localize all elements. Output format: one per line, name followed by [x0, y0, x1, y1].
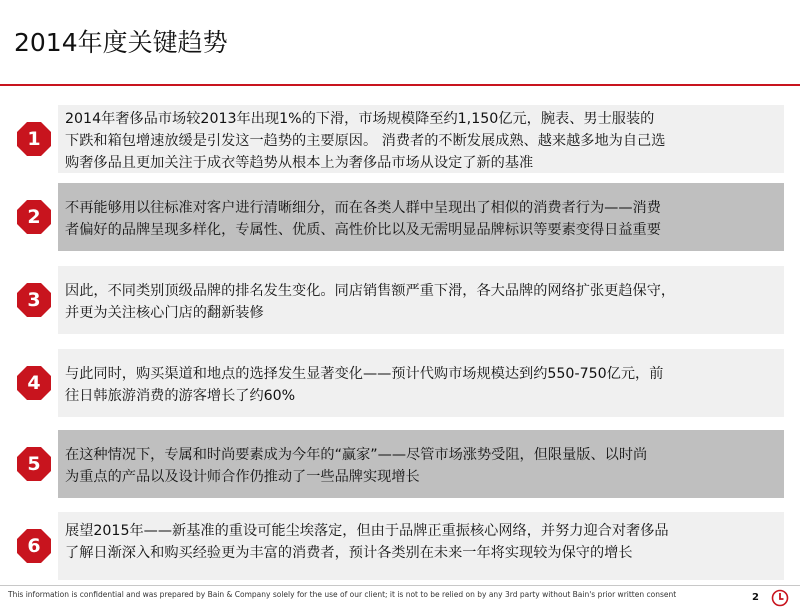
trend-text-line: 为重点的产品以及设计师合作仍推动了一些品牌实现增长 [65, 469, 420, 485]
trend-text-line: 了解日渐深入和购买经验更为丰富的消费者，预计各类别在未来一年将实现较为保守的增长 [65, 545, 633, 561]
trend-item-4 [0, 349, 800, 417]
trend-item-2 [0, 183, 800, 251]
number-badge [17, 447, 51, 481]
number-badge [17, 529, 51, 563]
trend-text-panel [58, 430, 784, 498]
badge-number: 3 [27, 289, 41, 311]
trend-text-line: 在这种情况下，专属和时尚要素成为今年的“赢家”——尽管市场涨势受阻，但限量版、以时尚 [65, 447, 648, 463]
number-badge [17, 200, 51, 234]
trend-item-1 [0, 105, 800, 173]
badge-number: 5 [27, 453, 41, 475]
number-badge [17, 122, 51, 156]
trend-text-line: 往日韩旅游消费的游客增长了约60% [65, 388, 296, 404]
trend-text-line: 并更为关注核心门店的翻新装修 [65, 305, 264, 321]
page-number: 2 [752, 592, 759, 603]
trend-item-3 [0, 266, 800, 334]
badge-number: 4 [27, 372, 41, 394]
number-badge [17, 283, 51, 317]
trend-item-5 [0, 430, 800, 498]
page-title: 2014年度关键趋势 [14, 28, 228, 57]
badge-number: 2 [27, 206, 41, 228]
trend-text-panel [58, 183, 784, 251]
confidentiality-footnote: This information is confidential and was prepared by Bain & Company solely for the use of our client; it is not to be relied on by any 3rd party without Bain's prior written consent [8, 590, 677, 599]
trend-text-line: 不再能够用以往标准对客户进行清晰细分，而在各类人群中呈现出了相似的消费者行为——消费 [65, 200, 661, 216]
trend-text-panel [58, 105, 784, 173]
number-badge [17, 366, 51, 400]
badge-number: 6 [27, 535, 41, 557]
bain-logo-icon [771, 589, 789, 607]
trend-text-line: 与此同时，购买渠道和地点的选择发生显著变化——预计代购市场规模达到约550-750亿元，前 [65, 366, 664, 382]
trend-text-line: 购奢侈品且更加关注于成衣等趋势从根本上为奢侈品市场从设定了新的基准 [65, 155, 534, 171]
trend-text-panel [58, 349, 784, 417]
badge-number: 1 [27, 128, 41, 150]
trend-text-line: 展望2015年——新基准的重设可能尘埃落定，但由于品牌正重振核心网络，并努力迎合对奢侈品 [65, 523, 669, 539]
trend-text-line: 2014年奢侈品市场较2013年出现1%的下滑，市场规模降至约1,150亿元，腕表、男士服装的 [65, 111, 655, 127]
title-divider [0, 84, 800, 86]
trend-text-line: 因此，不同类别顶级品牌的排名发生变化。同店销售额严重下滑，各大品牌的网络扩张更趋保守， [65, 283, 676, 299]
trend-text-panel [58, 512, 784, 580]
trend-text-line: 者偏好的品牌呈现多样化，专属性、优质、高性价比以及无需明显品牌标识等要素变得日益重要 [65, 222, 661, 238]
trend-text-line: 下跌和箱包增速放缓是引发这一趋势的主要原因。 消费者的不断发展成熟、越来越多地为自己选 [65, 133, 666, 149]
trend-text-panel [58, 266, 784, 334]
footer-divider [0, 585, 800, 586]
trend-item-6 [0, 512, 800, 580]
